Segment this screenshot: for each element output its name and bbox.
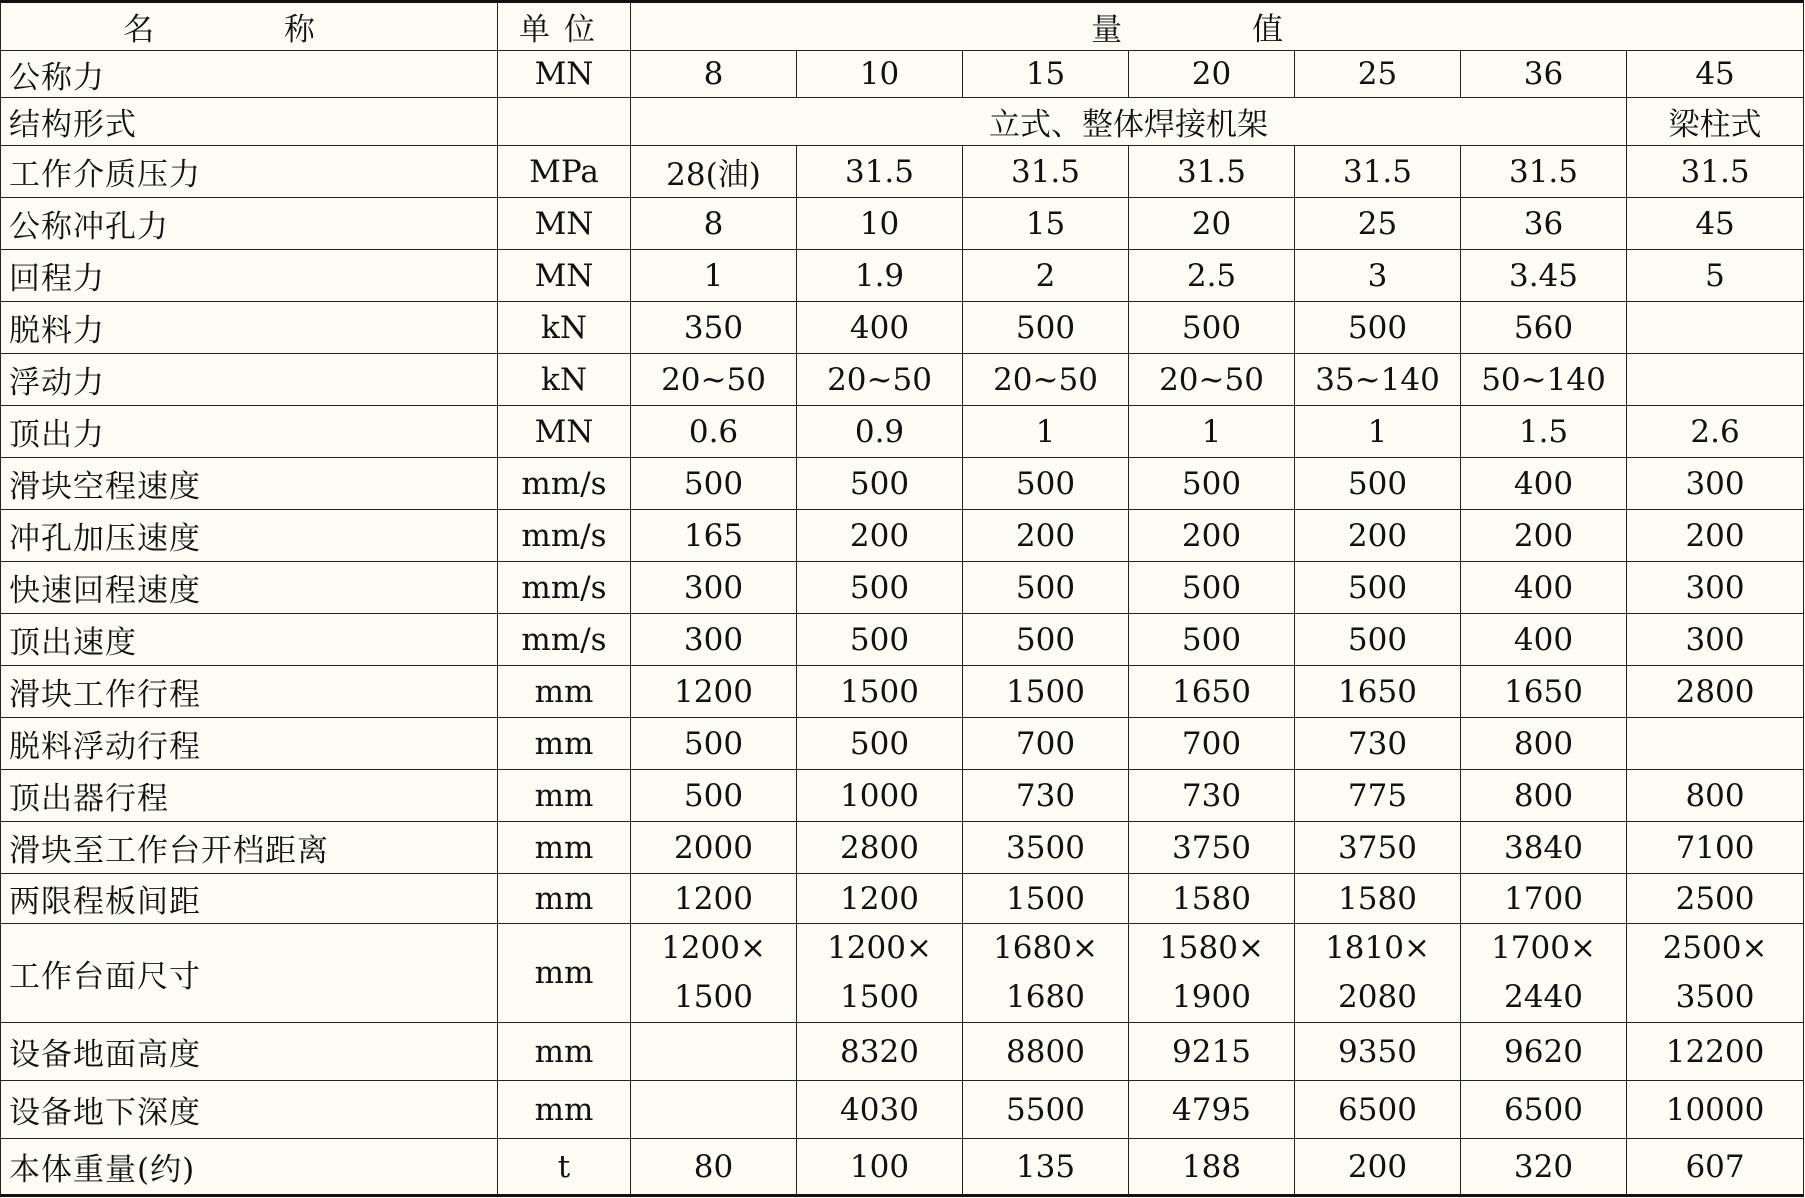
value-cell: 7100 [1627, 822, 1804, 874]
value-cell [1295, 924, 1461, 1023]
value-cell: 1200 [631, 666, 797, 718]
row-unit: MN [498, 198, 631, 250]
value-cell: 500 [1129, 458, 1295, 510]
value-cell: 3 [1295, 250, 1461, 302]
value-cell: 2800 [797, 822, 963, 874]
value-line: 1500 [840, 979, 919, 1015]
value-cell: 8 [631, 51, 797, 98]
value-line: 1200× [661, 930, 766, 966]
value-line: 1680 [1006, 979, 1085, 1015]
row-name: 本体重量(约) [1, 1139, 498, 1196]
table-row [1, 874, 1804, 924]
value-cell: 28(油) [631, 146, 797, 198]
row-name: 公称力 [1, 51, 498, 98]
table-row [1, 614, 1804, 666]
value-cell: 0.6 [631, 406, 797, 458]
value-cell: 400 [1461, 458, 1627, 510]
value-cell: 15 [963, 51, 1129, 98]
spec-table-body [1, 2, 1804, 1196]
value-cell: 31.5 [797, 146, 963, 198]
value-line: 1200× [827, 930, 932, 966]
value-cell: 1500 [797, 666, 963, 718]
value-cell: 1.9 [797, 250, 963, 302]
row-unit: mm [498, 1023, 631, 1081]
value-cell: 5 [1627, 250, 1804, 302]
value-cell: 2 [963, 250, 1129, 302]
value-cell: 6500 [1295, 1081, 1461, 1139]
value-cell: 2500 [1627, 874, 1804, 924]
value-cell [631, 1081, 797, 1139]
value-cell: 500 [1129, 302, 1295, 354]
value-cell: 700 [963, 718, 1129, 770]
value-cell: 3750 [1295, 822, 1461, 874]
row-name: 滑块空程速度 [1, 458, 498, 510]
value-cell: 20 [1129, 51, 1295, 98]
value-cell: 300 [1627, 458, 1804, 510]
value-cell: 1200 [797, 874, 963, 924]
value-cell: 6500 [1461, 1081, 1627, 1139]
value-cell: 20~50 [1129, 354, 1295, 406]
value-cell: 80 [631, 1139, 797, 1196]
value-cell: 350 [631, 302, 797, 354]
table-row [1, 666, 1804, 718]
value-cell: 36 [1461, 198, 1627, 250]
value-cell: 10 [797, 51, 963, 98]
table-row [1, 924, 1804, 1023]
row-unit: kN [498, 302, 631, 354]
value-line: 2440 [1504, 979, 1583, 1015]
value-cell: 1 [1295, 406, 1461, 458]
value-cell: 500 [797, 562, 963, 614]
value-cell: 20 [1129, 198, 1295, 250]
header-name: 名 称 [1, 2, 498, 51]
row-name: 冲孔加压速度 [1, 510, 498, 562]
value-cell: 3750 [1129, 822, 1295, 874]
value-cell: 200 [1461, 510, 1627, 562]
value-cell: 0.9 [797, 406, 963, 458]
row-name: 工作台面尺寸 [1, 924, 498, 1023]
value-line: 1700× [1491, 930, 1596, 966]
value-cell: 35~140 [1295, 354, 1461, 406]
value-cell: 31.5 [1295, 146, 1461, 198]
row-name: 设备地下深度 [1, 1081, 498, 1139]
value-cell: 300 [631, 562, 797, 614]
value-cell: 500 [631, 458, 797, 510]
value-cell: 400 [1461, 562, 1627, 614]
value-cell: 100 [797, 1139, 963, 1196]
value-cell: 3.45 [1461, 250, 1627, 302]
table-row [1, 562, 1804, 614]
row-name: 顶出器行程 [1, 770, 498, 822]
header-values: 量 值 [631, 2, 1804, 51]
value-cell: 梁柱式 [1627, 98, 1804, 146]
value-cell: 9350 [1295, 1023, 1461, 1081]
value-cell [1627, 302, 1804, 354]
row-unit: MPa [498, 146, 631, 198]
value-cell: 300 [1627, 562, 1804, 614]
value-line: 2500× [1662, 930, 1768, 966]
value-cell [797, 924, 963, 1023]
table-row [1, 770, 1804, 822]
value-cell: 25 [1295, 198, 1461, 250]
value-line: 1680× [993, 930, 1098, 966]
value-cell: 1 [963, 406, 1129, 458]
value-cell: 8800 [963, 1023, 1129, 1081]
row-unit: MN [498, 250, 631, 302]
value-cell: 50~140 [1461, 354, 1627, 406]
row-name: 两限程板间距 [1, 874, 498, 924]
value-line: 1900 [1172, 979, 1251, 1015]
row-name: 脱料浮动行程 [1, 718, 498, 770]
value-cell: 500 [631, 770, 797, 822]
row-unit: mm [498, 822, 631, 874]
value-cell: 500 [1295, 614, 1461, 666]
value-cell: 12200 [1627, 1023, 1804, 1081]
table-row [1, 1023, 1804, 1081]
value-cell: 300 [1627, 614, 1804, 666]
value-cell: 9215 [1129, 1023, 1295, 1081]
value-cell: 500 [797, 458, 963, 510]
value-cell: 560 [1461, 302, 1627, 354]
value-cell: 1580 [1129, 874, 1295, 924]
table-row [1, 406, 1804, 458]
value-cell: 320 [1461, 1139, 1627, 1196]
value-cell: 500 [1295, 562, 1461, 614]
value-cell: 800 [1627, 770, 1804, 822]
value-cell [963, 924, 1129, 1023]
value-cell: 36 [1461, 51, 1627, 98]
value-cell: 500 [1295, 458, 1461, 510]
value-line: 1500 [674, 979, 753, 1015]
value-cell: 4030 [797, 1081, 963, 1139]
value-cell: 10 [797, 198, 963, 250]
table-row [1, 822, 1804, 874]
value-cell: 400 [797, 302, 963, 354]
row-name: 顶出速度 [1, 614, 498, 666]
value-cell: 1580 [1295, 874, 1461, 924]
table-row [1, 1139, 1804, 1196]
table-row [1, 302, 1804, 354]
value-cell: 730 [1295, 718, 1461, 770]
value-cell: 200 [1129, 510, 1295, 562]
row-unit: mm [498, 1081, 631, 1139]
value-cell: 200 [797, 510, 963, 562]
table-row [1, 718, 1804, 770]
value-cell: 800 [1461, 770, 1627, 822]
value-cell: 200 [1295, 1139, 1461, 1196]
value-cell: 700 [1129, 718, 1295, 770]
row-unit: mm/s [498, 510, 631, 562]
row-unit: mm [498, 718, 631, 770]
value-cell: 400 [1461, 614, 1627, 666]
value-cell: 2.5 [1129, 250, 1295, 302]
row-name: 公称冲孔力 [1, 198, 498, 250]
row-name: 结构形式 [1, 98, 498, 146]
value-cell: 1500 [963, 874, 1129, 924]
value-cell [631, 924, 797, 1023]
value-cell: 500 [963, 614, 1129, 666]
row-unit: mm [498, 874, 631, 924]
value-cell: 500 [1129, 614, 1295, 666]
value-cell: 3840 [1461, 822, 1627, 874]
value-cell [1627, 718, 1804, 770]
row-name: 滑块工作行程 [1, 666, 498, 718]
value-cell: 45 [1627, 51, 1804, 98]
value-cell: 3500 [963, 822, 1129, 874]
value-cell [1129, 924, 1295, 1023]
row-unit: MN [498, 406, 631, 458]
row-name: 回程力 [1, 250, 498, 302]
value-cell: 立式、整体焊接机架 [631, 98, 1627, 146]
value-cell: 1000 [797, 770, 963, 822]
value-cell: 25 [1295, 51, 1461, 98]
value-cell: 1.5 [1461, 406, 1627, 458]
value-cell: 8320 [797, 1023, 963, 1081]
value-cell: 200 [1295, 510, 1461, 562]
value-cell: 500 [963, 562, 1129, 614]
value-cell: 31.5 [963, 146, 1129, 198]
value-cell: 1200 [631, 874, 797, 924]
value-line: 3500 [1675, 979, 1755, 1015]
value-cell: 730 [1129, 770, 1295, 822]
value-cell: 1700 [1461, 874, 1627, 924]
value-cell: 165 [631, 510, 797, 562]
value-cell [1627, 924, 1804, 1023]
row-unit: mm [498, 770, 631, 822]
row-unit: mm [498, 666, 631, 718]
value-cell: 4795 [1129, 1081, 1295, 1139]
value-cell: 45 [1627, 198, 1804, 250]
value-cell: 200 [1627, 510, 1804, 562]
value-cell: 188 [1129, 1139, 1295, 1196]
row-name: 顶出力 [1, 406, 498, 458]
value-line: 1810× [1325, 930, 1430, 966]
table-row [1, 98, 1804, 146]
value-cell: 31.5 [1129, 146, 1295, 198]
table-row [1, 198, 1804, 250]
value-cell: 730 [963, 770, 1129, 822]
value-cell: 31.5 [1627, 146, 1804, 198]
row-unit: MN [498, 51, 631, 98]
row-name: 脱料力 [1, 302, 498, 354]
value-line: 2080 [1338, 979, 1417, 1015]
value-cell: 500 [963, 458, 1129, 510]
value-cell: 15 [963, 198, 1129, 250]
value-cell: 500 [963, 302, 1129, 354]
value-line: 1580× [1159, 930, 1264, 966]
value-cell: 10000 [1627, 1081, 1804, 1139]
row-name: 滑块至工作台开档距离 [1, 822, 498, 874]
value-cell: 1 [631, 250, 797, 302]
value-cell: 8 [631, 198, 797, 250]
value-cell [1461, 924, 1627, 1023]
value-cell: 31.5 [1461, 146, 1627, 198]
row-name: 设备地面高度 [1, 1023, 498, 1081]
row-name: 浮动力 [1, 354, 498, 406]
value-cell [1627, 354, 1804, 406]
value-cell: 1 [1129, 406, 1295, 458]
value-cell: 9620 [1461, 1023, 1627, 1081]
value-cell: 300 [631, 614, 797, 666]
row-unit: kN [498, 354, 631, 406]
value-cell: 2.6 [1627, 406, 1804, 458]
row-unit: mm [498, 924, 631, 1023]
row-unit: mm/s [498, 458, 631, 510]
header-unit: 单位 [498, 2, 631, 51]
value-cell: 1650 [1295, 666, 1461, 718]
row-unit [498, 98, 631, 146]
value-cell: 1500 [963, 666, 1129, 718]
value-cell: 2000 [631, 822, 797, 874]
value-cell: 500 [797, 614, 963, 666]
value-cell: 500 [1295, 302, 1461, 354]
value-cell: 800 [1461, 718, 1627, 770]
table-row [1, 51, 1804, 98]
value-cell: 200 [963, 510, 1129, 562]
value-cell: 607 [1627, 1139, 1804, 1196]
value-cell: 5500 [963, 1081, 1129, 1139]
table-row [1, 510, 1804, 562]
value-cell: 20~50 [963, 354, 1129, 406]
value-cell: 500 [797, 718, 963, 770]
value-cell [631, 1023, 797, 1081]
value-cell: 1650 [1129, 666, 1295, 718]
value-cell: 500 [1129, 562, 1295, 614]
table-row [1, 146, 1804, 198]
table-row [1, 250, 1804, 302]
value-cell: 135 [963, 1139, 1129, 1196]
value-cell: 20~50 [631, 354, 797, 406]
row-unit: t [498, 1139, 631, 1196]
row-unit: mm/s [498, 562, 631, 614]
row-unit: mm/s [498, 614, 631, 666]
value-cell: 20~50 [797, 354, 963, 406]
value-cell: 775 [1295, 770, 1461, 822]
value-cell: 1650 [1461, 666, 1627, 718]
row-name: 快速回程速度 [1, 562, 498, 614]
table-row [1, 354, 1804, 406]
row-name: 工作介质压力 [1, 146, 498, 198]
header-row [1, 2, 1804, 51]
value-cell: 500 [631, 718, 797, 770]
table-row [1, 1081, 1804, 1139]
table-row [1, 458, 1804, 510]
value-cell: 2800 [1627, 666, 1804, 718]
